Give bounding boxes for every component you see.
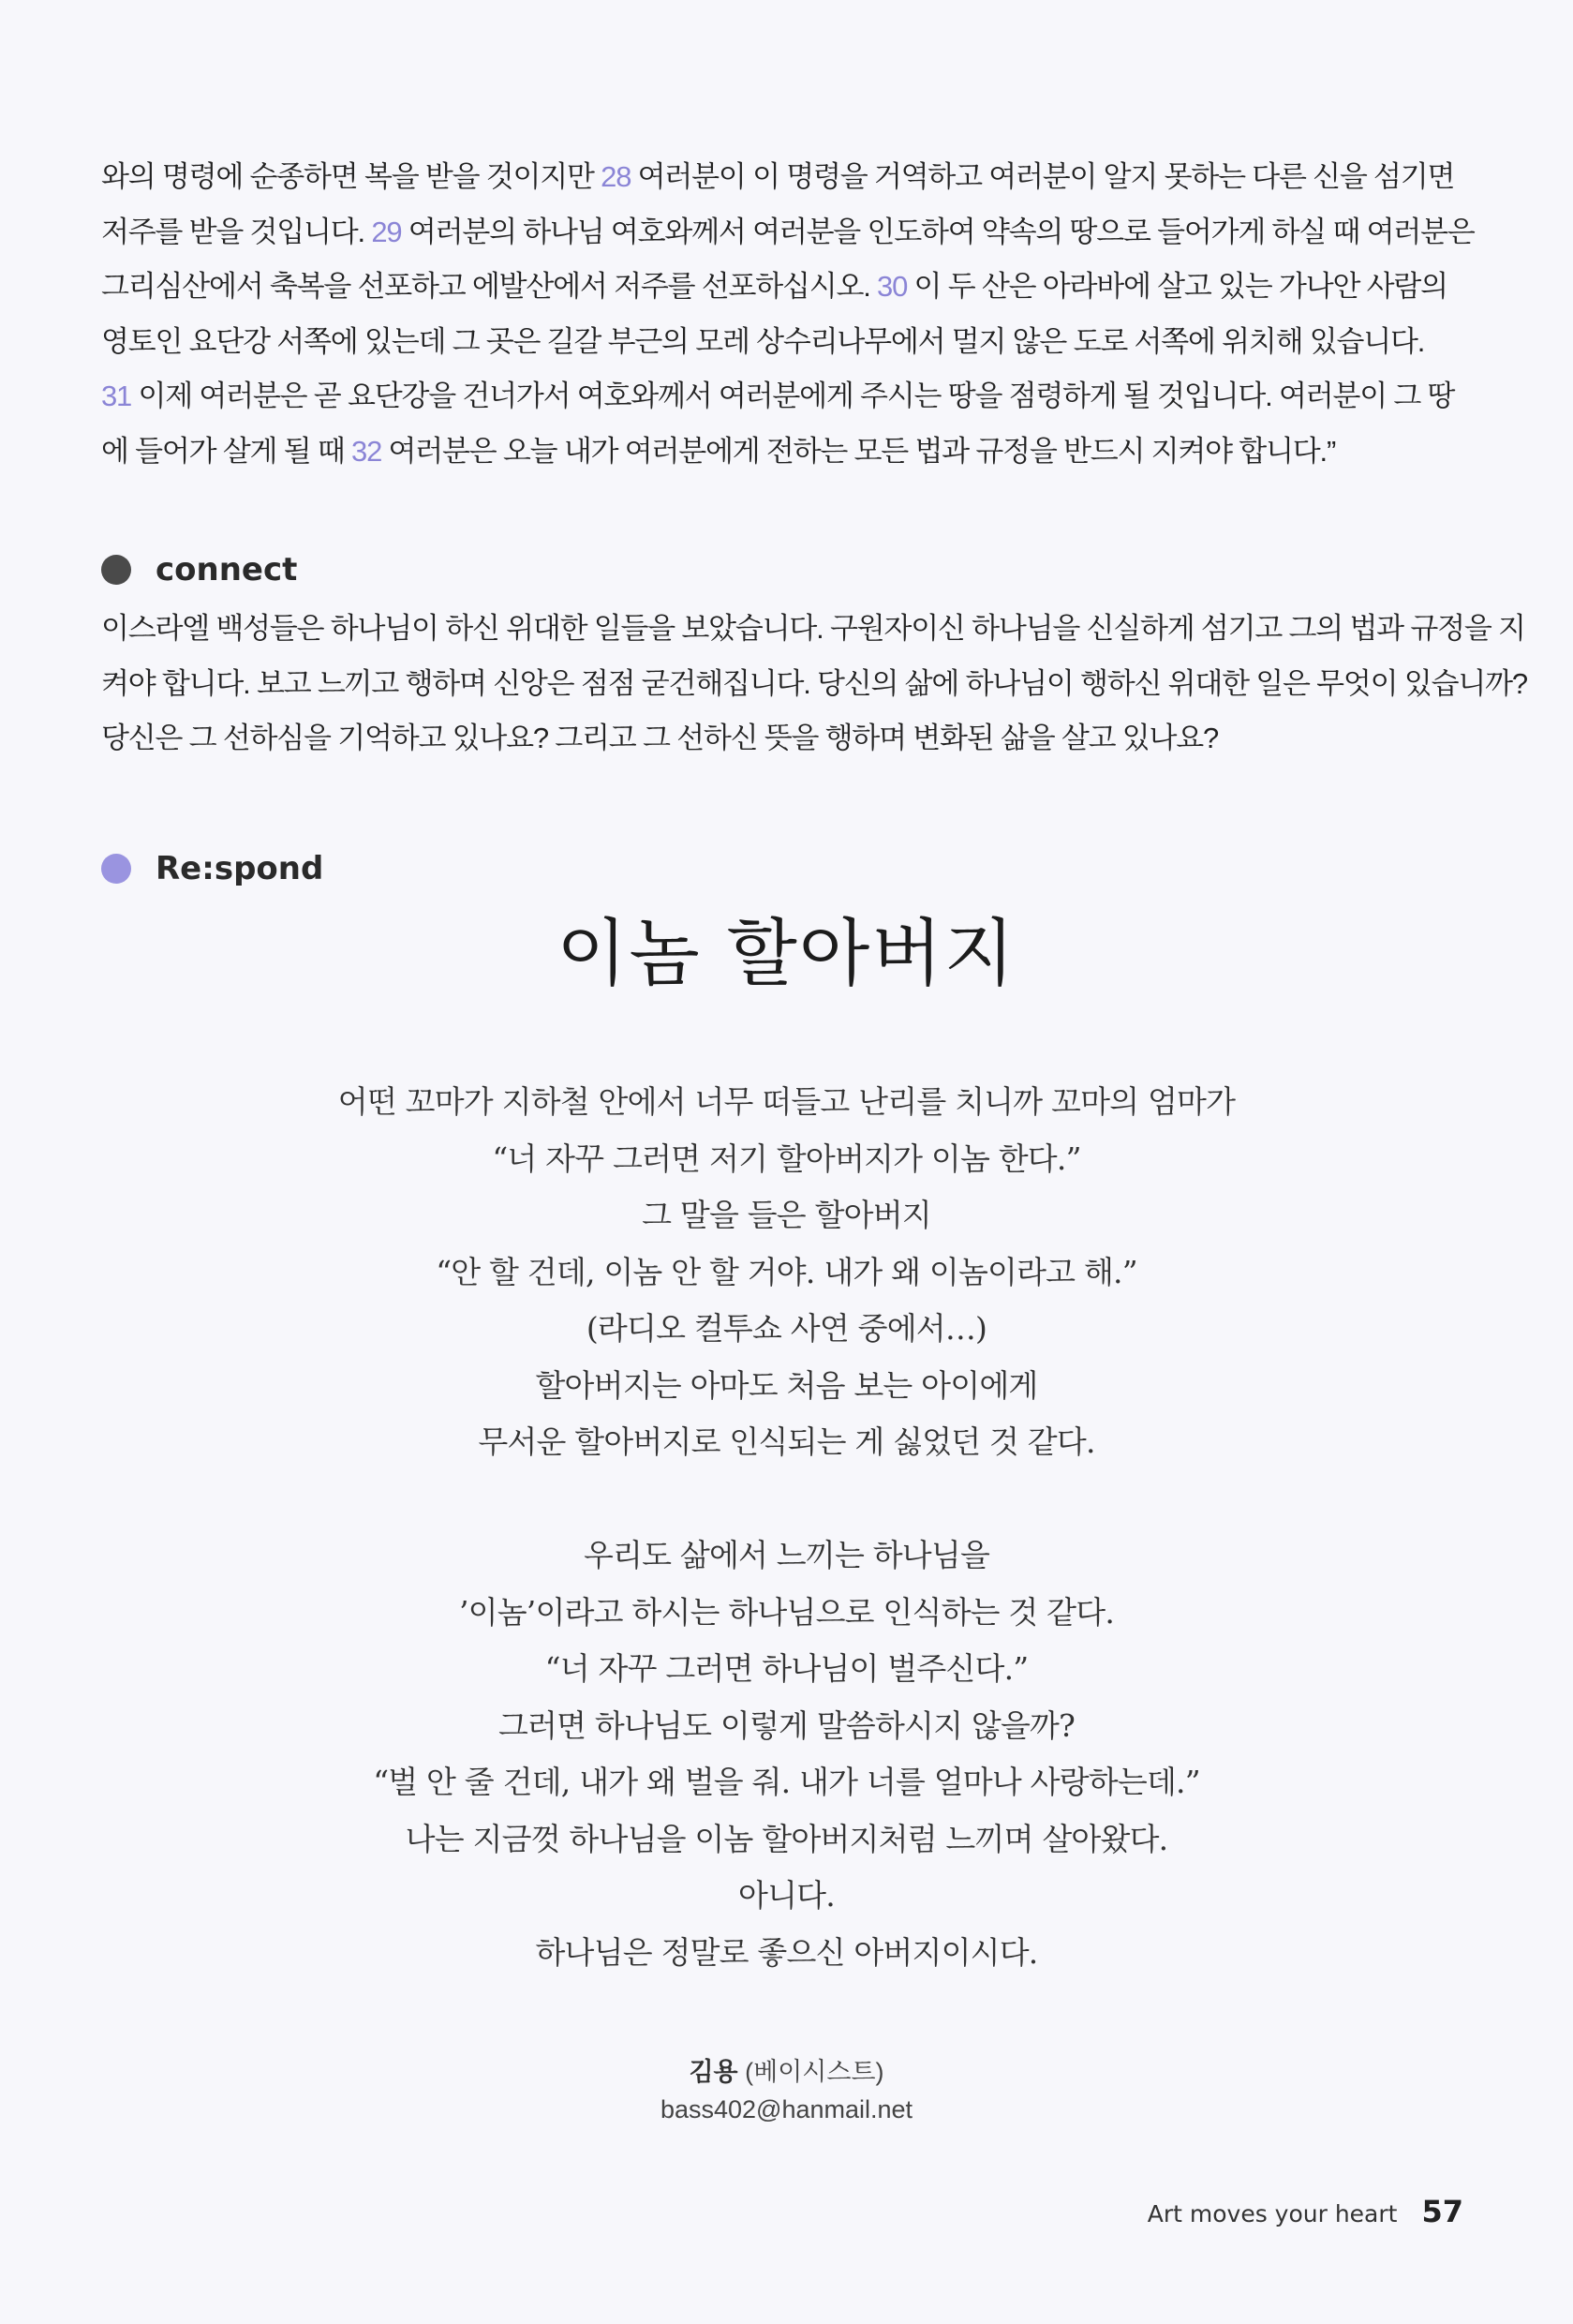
scripture-line xyxy=(101,205,1475,261)
scripture-line xyxy=(101,425,1464,480)
poem-line: 우리도 삶에서 느끼는 하나님을 xyxy=(583,1537,990,1573)
respond-bullet-icon xyxy=(101,854,131,884)
poem-line: 무서운 할아버지로 인식되는 게 싫었던 것 같다. xyxy=(478,1423,1095,1460)
respond-heading xyxy=(101,850,323,887)
poem-line: “벌 안 줄 건데, 내가 왜 벌을 줘. 내가 너를 얼마나 사랑하는데.” xyxy=(373,1764,1200,1800)
essay-title: 이놈 할아버지 xyxy=(556,912,1017,996)
scripture-text: 여러분의 하나님 여호와께서 여러분을 인도하여 약속의 땅으로 들어가게 하실 때 여러분은 xyxy=(401,215,1475,248)
scripture-line xyxy=(101,260,1464,315)
connect-bullet-icon xyxy=(101,555,131,585)
scripture-text: 이제 여러분은 곧 요단강을 건너가서 여호와께서 여러분에게 주시는 땅을 점령하게 될 것입니다. 여러분이 그 땅 xyxy=(131,380,1455,412)
author-role: (베이시스트) xyxy=(745,2058,884,2086)
scripture-line xyxy=(101,369,1464,425)
stanza-break xyxy=(0,1471,1573,1528)
scripture-text: 영토인 요단강 서쪽에 있는데 그 곳은 길갈 부근의 모레 상수리나무에서 멀지 않은 도로 서쪽에 위치해 있습니다. xyxy=(101,324,1425,358)
poem-line: 그 말을 들은 할아버지 xyxy=(642,1197,931,1233)
poem-line: “안 할 건데, 이놈 안 할 거야. 내가 왜 이놈이라고 해.” xyxy=(436,1253,1137,1290)
poem-line: 하나님은 정말로 좋으신 아버지이시다. xyxy=(535,1933,1038,1971)
verse-number: 28 xyxy=(601,160,631,193)
scripture-text: 에 들어가 살게 될 때 xyxy=(101,434,352,468)
verse-number: 31 xyxy=(101,380,132,412)
page-footer xyxy=(1148,2194,1463,2229)
scripture-text: 와의 명령에 순종하면 복을 받을 것이지만 xyxy=(101,160,601,193)
connect-line: 이스라엘 백성들은 하나님이 하신 위대한 일들을 보았습니다. 구원자이신 하나님을 신실하게 섬기고 그의 법과 규정을 지 xyxy=(101,612,1525,645)
scripture-line xyxy=(101,150,1464,205)
respond-heading-label: Re:spond xyxy=(156,850,324,887)
connect-line: 켜야 합니다. 보고 느끼고 행하며 신앙은 점점 굳건해집니다. 당신의 삶에 하나님이 행하신 위대한 일은 무엇이 있습니까? xyxy=(101,666,1527,700)
poem-line: ’이놈’이라고 하시는 하나님으로 인식하는 것 같다. xyxy=(458,1593,1115,1631)
poem-line: (라디오 컬투쇼 사연 중에서…) xyxy=(586,1310,987,1347)
author-name: 김용 xyxy=(689,2058,738,2086)
author-credit xyxy=(0,2053,1573,2128)
page-number: 57 xyxy=(1421,2194,1463,2229)
scripture-text: 여러분이 이 명령을 거역하고 여러분이 알지 못하는 다른 신을 섬기면 xyxy=(631,160,1455,193)
verse-number: 29 xyxy=(371,215,402,248)
verse-number: 30 xyxy=(877,270,908,303)
author-email: bass402@hanmail.net xyxy=(660,2095,913,2123)
scripture-passage xyxy=(101,150,1475,479)
poem-line: “너 자꾸 그러면 저기 할아버지가 이놈 한다.” xyxy=(492,1140,1081,1177)
poem-line: 그러면 하나님도 이렇게 말씀하시지 않을까? xyxy=(497,1706,1076,1744)
footer-tagline: Art moves your heart xyxy=(1147,2200,1398,2227)
connect-line: 당신은 그 선하심을 기억하고 있나요? 그리고 그 선하신 뜻을 행하며 변화된 삶을 살고 있나요? xyxy=(101,722,1219,754)
poem-line: 아니다. xyxy=(738,1877,835,1914)
scripture-text: 이 두 산은 아라바에 살고 있는 가나안 사람의 xyxy=(907,270,1447,303)
scripture-text: 저주를 받을 것입니다. xyxy=(101,215,372,248)
poem-line: 나는 지금껏 하나님을 이놈 할아버지처럼 느끼며 살아왔다. xyxy=(405,1820,1168,1857)
scripture-text: 여러분은 오늘 내가 여러분에게 전하는 모든 법과 규정을 반드시 지켜야 합니다.” xyxy=(381,434,1336,468)
scripture-line xyxy=(101,315,1464,370)
verse-number: 32 xyxy=(351,434,382,468)
connect-heading xyxy=(101,551,297,588)
connect-heading-label: connect xyxy=(156,551,298,588)
essay-poem xyxy=(0,1074,1573,1981)
poem-line: 할아버지는 아마도 처음 보는 아이에게 xyxy=(535,1366,1038,1404)
connect-text xyxy=(101,602,1527,767)
poem-line: “너 자꾸 그러면 하나님이 벌주신다.” xyxy=(544,1650,1029,1687)
poem-line: 어떤 꼬마가 지하철 안에서 너무 떠들고 난리를 치니까 꼬마의 엄마가 xyxy=(337,1083,1236,1120)
scripture-text: 그리심산에서 축복을 선포하고 에발산에서 저주를 선포하십시오. xyxy=(101,270,878,303)
